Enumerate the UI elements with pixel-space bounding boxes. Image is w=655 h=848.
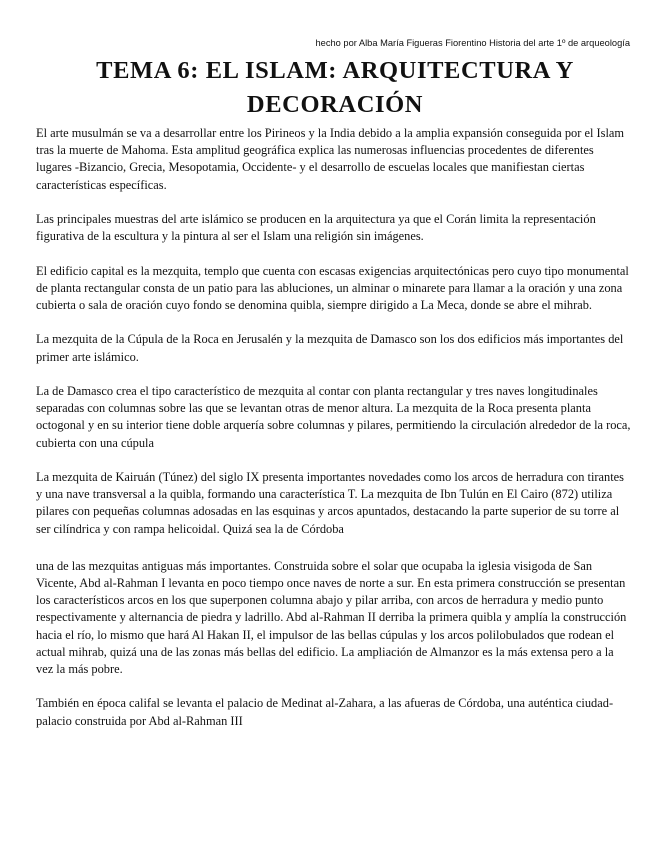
paragraph-kairouan: La mezquita de Kairuán (Túnez) del siglo IX presenta importantes novedades como los arcos de herradura con tirantes y una nave transversal a la quibla, formando una característica T. La mezquita de Ibn Tulún en El Cairo (872) utiliza pilares con pequeñas columnas adosadas en las esquinas y arcos apuntados, destacando la parte superior de su torre al ser cilíndrica y con rampa helicoidal. Quizá sea la de Córdoba xyxy=(36,469,624,536)
paragraph-cordoba: una de las mezquitas antiguas más importantes. Construida sobre el solar que ocupaba la iglesia visigoda de San Vicente, Abd al-Rahman I levanta en poco tiempo once naves de norte a sur. En esta primera construcción se presentan los característicos arcos en los que superponen columna abajo y pilar arriba, con arcos de herradura y medio punto respectivamente y alternancia de piedra y ladrillo. Abd al-Rahman II derriba la primera quibla y amplía la construcción hacia el río, lo mismo que hará Al Hakan II, el impulsor de las bellas cúpulas y los arcos polilobulados que rodean el actual mihrab, quizá una de las zonas más bellas del edificio. La ampliación de Almanzor es la más extensa pero a la vez la más pobre. xyxy=(36,558,627,677)
paragraph-architecture: Las principales muestras del arte islámico se producen en la arquitectura ya que el Corán limita la representación figurativa de la escultura y la pintura al ser el Islam una religión sin imágenes. xyxy=(36,212,596,244)
title-line-2: DECORACIÓN xyxy=(246,91,424,118)
author-note: hecho por Alba María Figueras Fiorentino Historia del arte 1º de arqueología xyxy=(315,38,630,48)
page-title xyxy=(30,54,640,122)
paragraph-damascus: La de Damasco crea el tipo característico de mezquita al contar con planta rectangular y tres naves longitudinales separadas con columnas sobre las que se levantan otras de menor altura. La mezquita de la Roca presenta planta octogonal y en su interior tiene doble arquería sobre columnas y pilares, permitiendo la circulación alrededor de la roca, cubierta con una cúpula xyxy=(36,383,631,450)
document-body xyxy=(36,125,632,747)
paragraph-mosque: El edificio capital es la mezquita, templo que cuenta con escasas exigencias arquitectónicas pero cuyo tipo monumental de planta rectangular consta de un patio para las abluciones, un alminar o minarete para llamar a la oración y una zona cubierta o sala de oración cuyo fondo se denomina quibla, siempre dirigido a La Meca, donde se abre el mihrab. xyxy=(36,263,629,312)
paragraph-medina-azahara: También en época califal se levanta el palacio de Medinat al-Zahara, a las afueras de Córdoba, una auténtica ciudad-palacio construida por Abd al-Rahman III xyxy=(36,696,614,728)
title-line-1: TEMA 6: EL ISLAM: ARQUITECTURA Y xyxy=(96,57,574,84)
paragraph-intro: El arte musulmán se va a desarrollar entre los Pirineos y la India debido a la amplia expansión conseguida por el Islam tras la muerte de Mahoma. Esta amplitud geográfica explica las numerosas influencias procedentes de diferentes lugares -Bizancio, Grecia, Mesopotamia, Occidente- y el desarrollo de escuelas locales que manifiestan ciertas características específicas. xyxy=(36,126,625,192)
paragraph-early-mosques: La mezquita de la Cúpula de la Roca en Jerusalén y la mezquita de Damasco son los dos edificios más importantes del primer arte islámico. xyxy=(36,332,624,364)
